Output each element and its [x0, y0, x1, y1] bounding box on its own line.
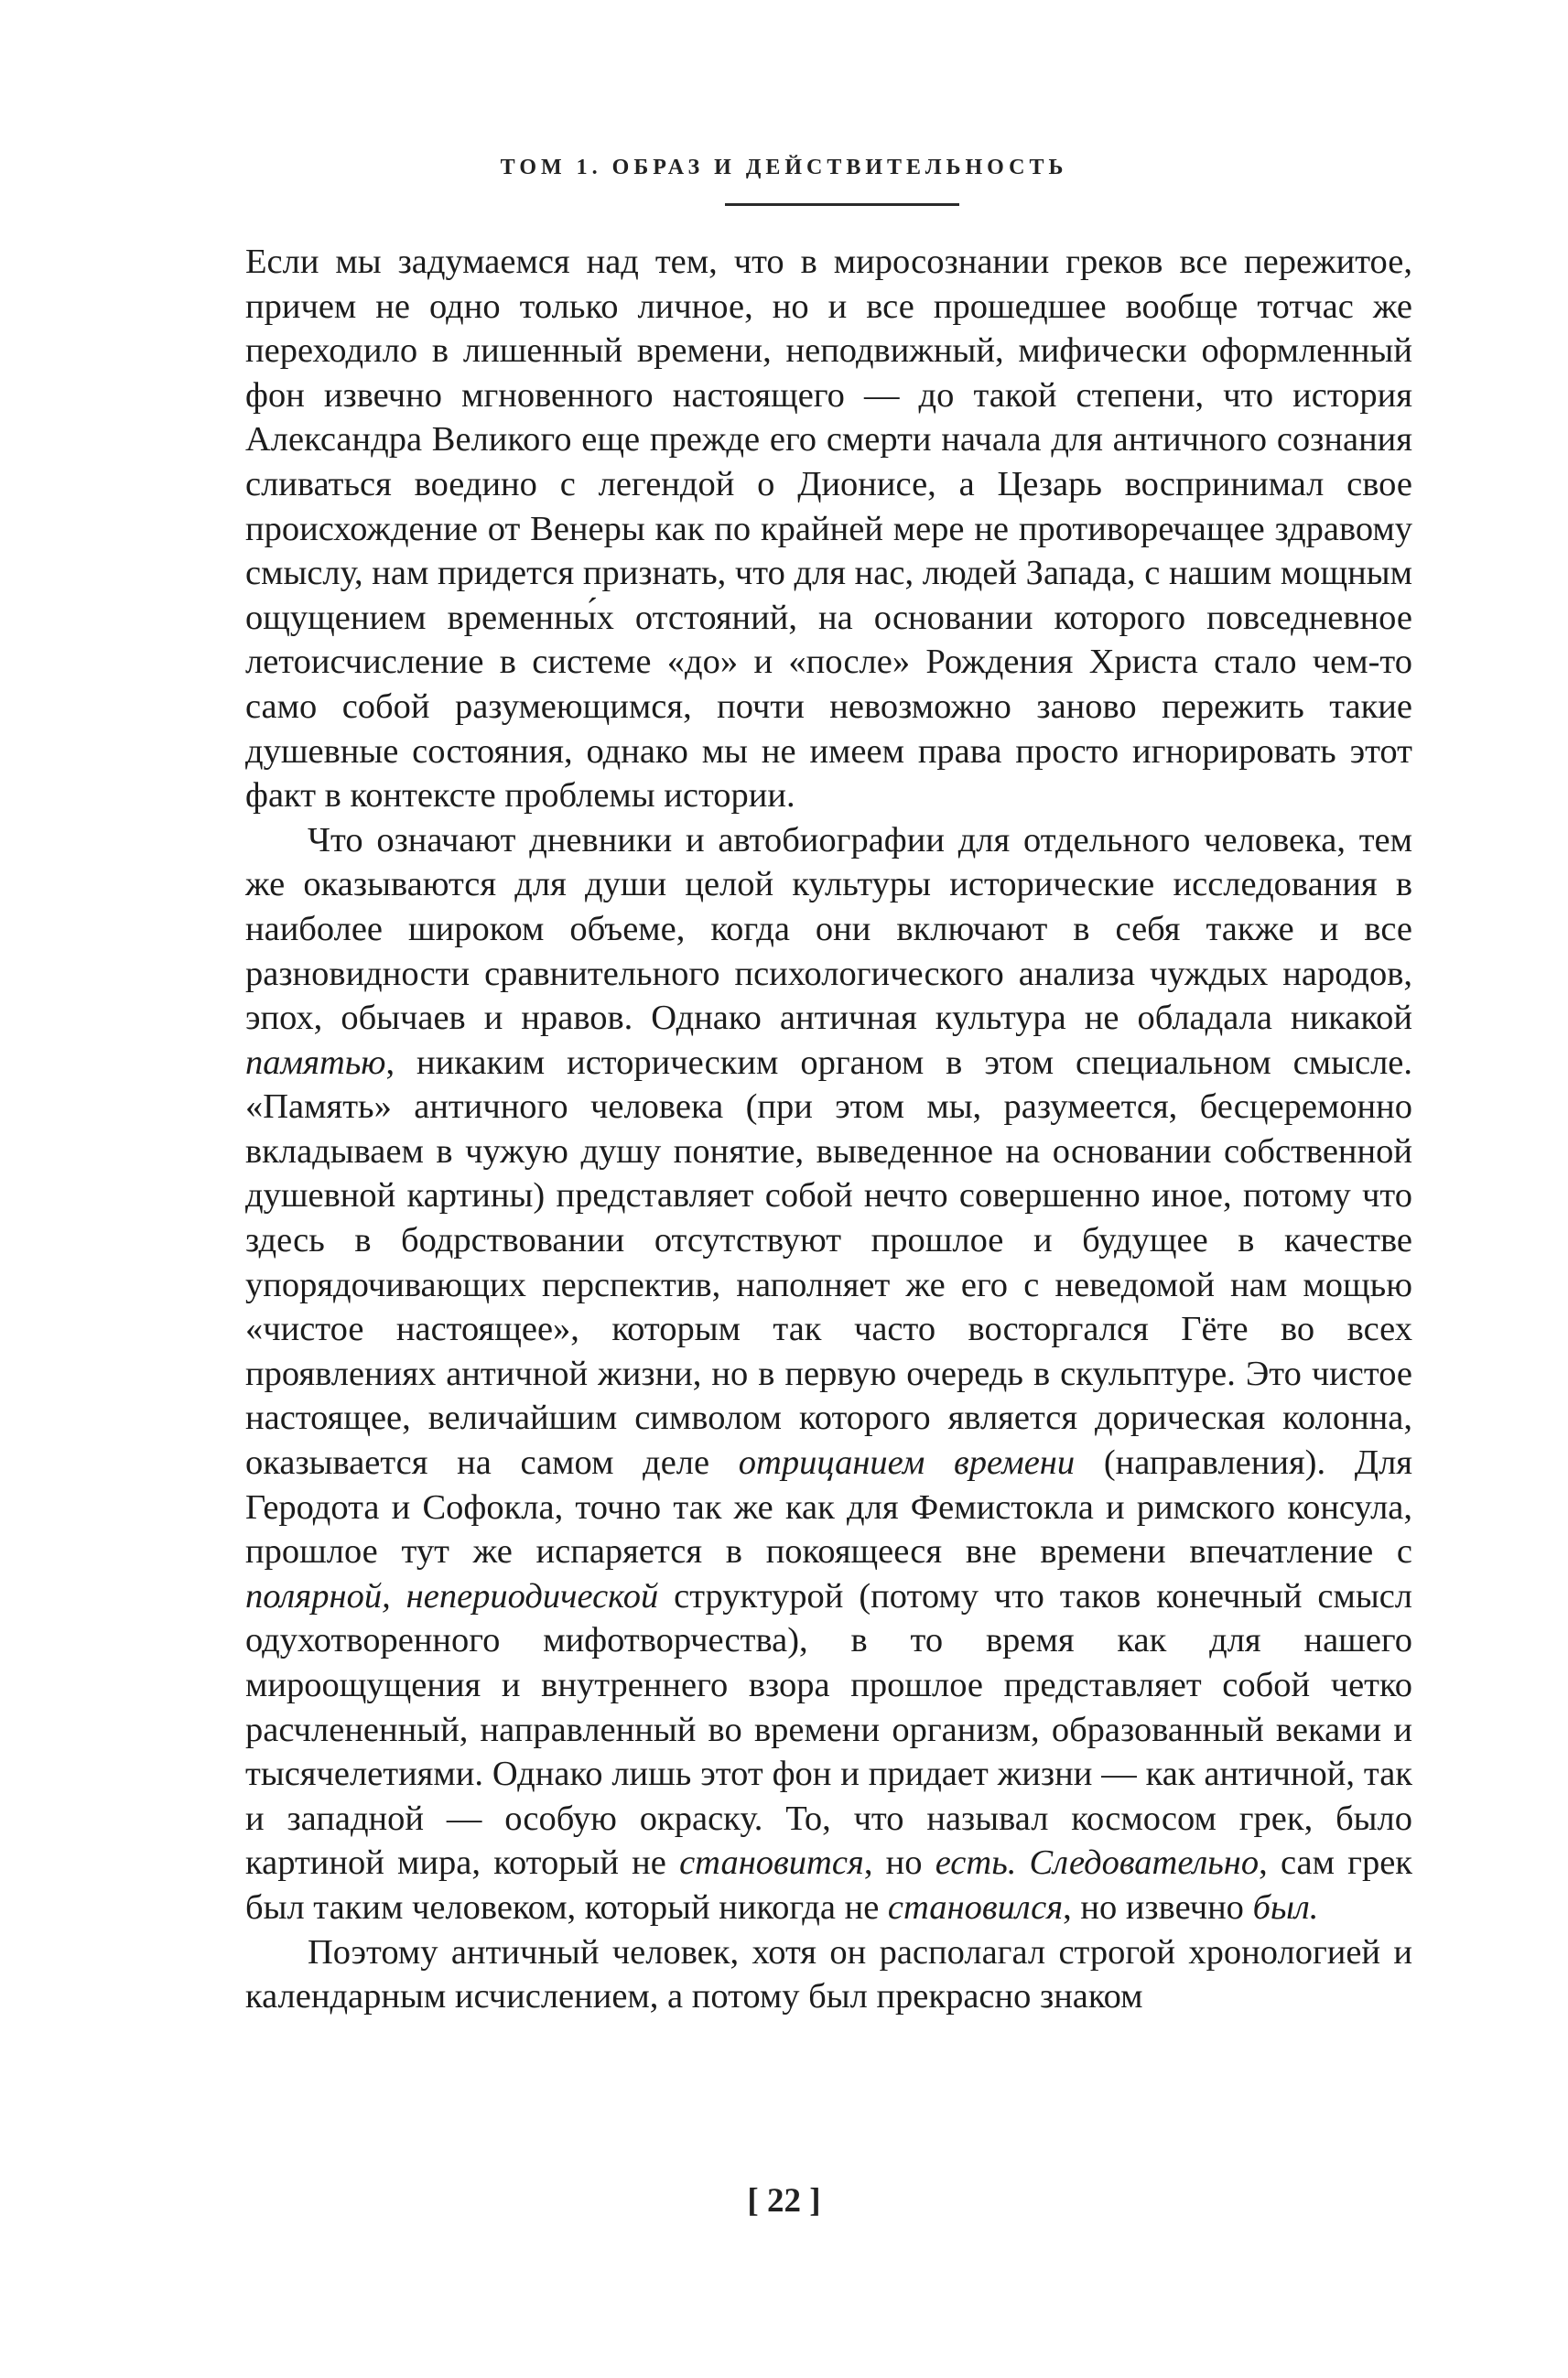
emphasis: был. — [1252, 1887, 1319, 1927]
paragraph-3: Поэтому античный человек, хотя он располагал строгой хронологией и календарным исчислением, а потому был прекрасно знаком — [245, 1932, 1412, 2016]
emphasis: становится — [679, 1843, 864, 1883]
text-run: Что означают дневники и автобиографии для отдельного человека, тем же оказываются для души целой культуры исторические исследования в наиболее широком объеме, когда они включают в себя также и все разновидности сравнительного психологического анализа чуждых народов, эпох, обычаев и нравов. Однако античная культура не обладала никакой — [245, 820, 1412, 1038]
text-run: , сам грек был таким человеком, который никогда не — [245, 1843, 1413, 1927]
paragraph-1: Если мы задумаемся над тем, что в миросознании греков все пережитое, причем не одно только личное, но и все прошедшее вообще тотчас же переходило в лишенный времени, неподвижный, мифически оформленный фон извечно мгновенного настоящего — до такой степени, что история Александра Великого еще прежде его смерти начала для античного сознания сливаться воедино с легендой о Дионисе, а Цезарь воспринимал свое происхождение от Венеры как по крайней мере не противоречащее здравому смыслу, нам придется признать, что для нас, людей Запада, с нашим мощным ощущением временны́х отстояний, на основании которого повседневное летоисчисление в системе «до» и «после» Рождения Христа стало чем-то само собой разумеющимся, почти невозможно заново пережить такие душевные состояния, однако мы не имеем права просто игнорировать этот факт в контексте проблемы истории. — [245, 243, 1412, 816]
main-text — [245, 240, 1412, 2019]
emphasis: памятью — [245, 1043, 386, 1082]
header-rule — [725, 203, 959, 206]
emphasis: полярной, непериодической — [245, 1576, 659, 1616]
page-number: [ 22 ] — [747, 2182, 821, 2220]
text-run: структурой (потому что таков конечный смысл одухотворенного мифотворчества), в то время как для нашего мироощущения и внутреннего взора прошлое представляет собой четко расчлененный, направленный во времени организм, образованный веками и тысячелетиями. Однако лишь этот фон и придает жизни — как античной, так и западной — особую окраску. То, что называл космосом грек, было картиной мира, который не — [245, 1576, 1412, 1883]
running-header: ТОМ 1. ОБРАЗ И ДЕЙСТВИТЕЛЬНОСТЬ — [500, 156, 1068, 179]
text-run: , но извечно — [1063, 1887, 1253, 1927]
emphasis: становился — [887, 1887, 1064, 1927]
text-run: , никаким историческим органом в этом специальном смысле. «Память» античного человека (при этом мы, разумеется, бесцеремонно вкладываем в чужую душу понятие, выведенное на основании собственной душевной картины) представляет собой нечто совершенно иное, потому что здесь в бодрствовании отсутствуют прошлое и будущее в качестве упорядочивающих перспектив, наполняет же его с неведомой нам мощью «чистое настоящее», которым так часто восторгался Гёте во всех проявлениях античной жизни, но в первую очередь в скульптуре. Это чистое настоящее, величайшим символом которого является дорическая колонна, оказывается на самом деле — [245, 1043, 1412, 1483]
text-run: (направления). Для Геродота и Софокла, точно так же как для Фемистокла и римского консула, прошлое тут же испаряется в покоящееся вне времени впечатление с — [245, 1443, 1412, 1572]
emphasis: отрицанием времени — [738, 1443, 1076, 1483]
emphasis: есть. Следовательно — [935, 1843, 1260, 1883]
paragraph-2 — [245, 818, 1412, 1930]
text-run: , но — [863, 1843, 935, 1883]
